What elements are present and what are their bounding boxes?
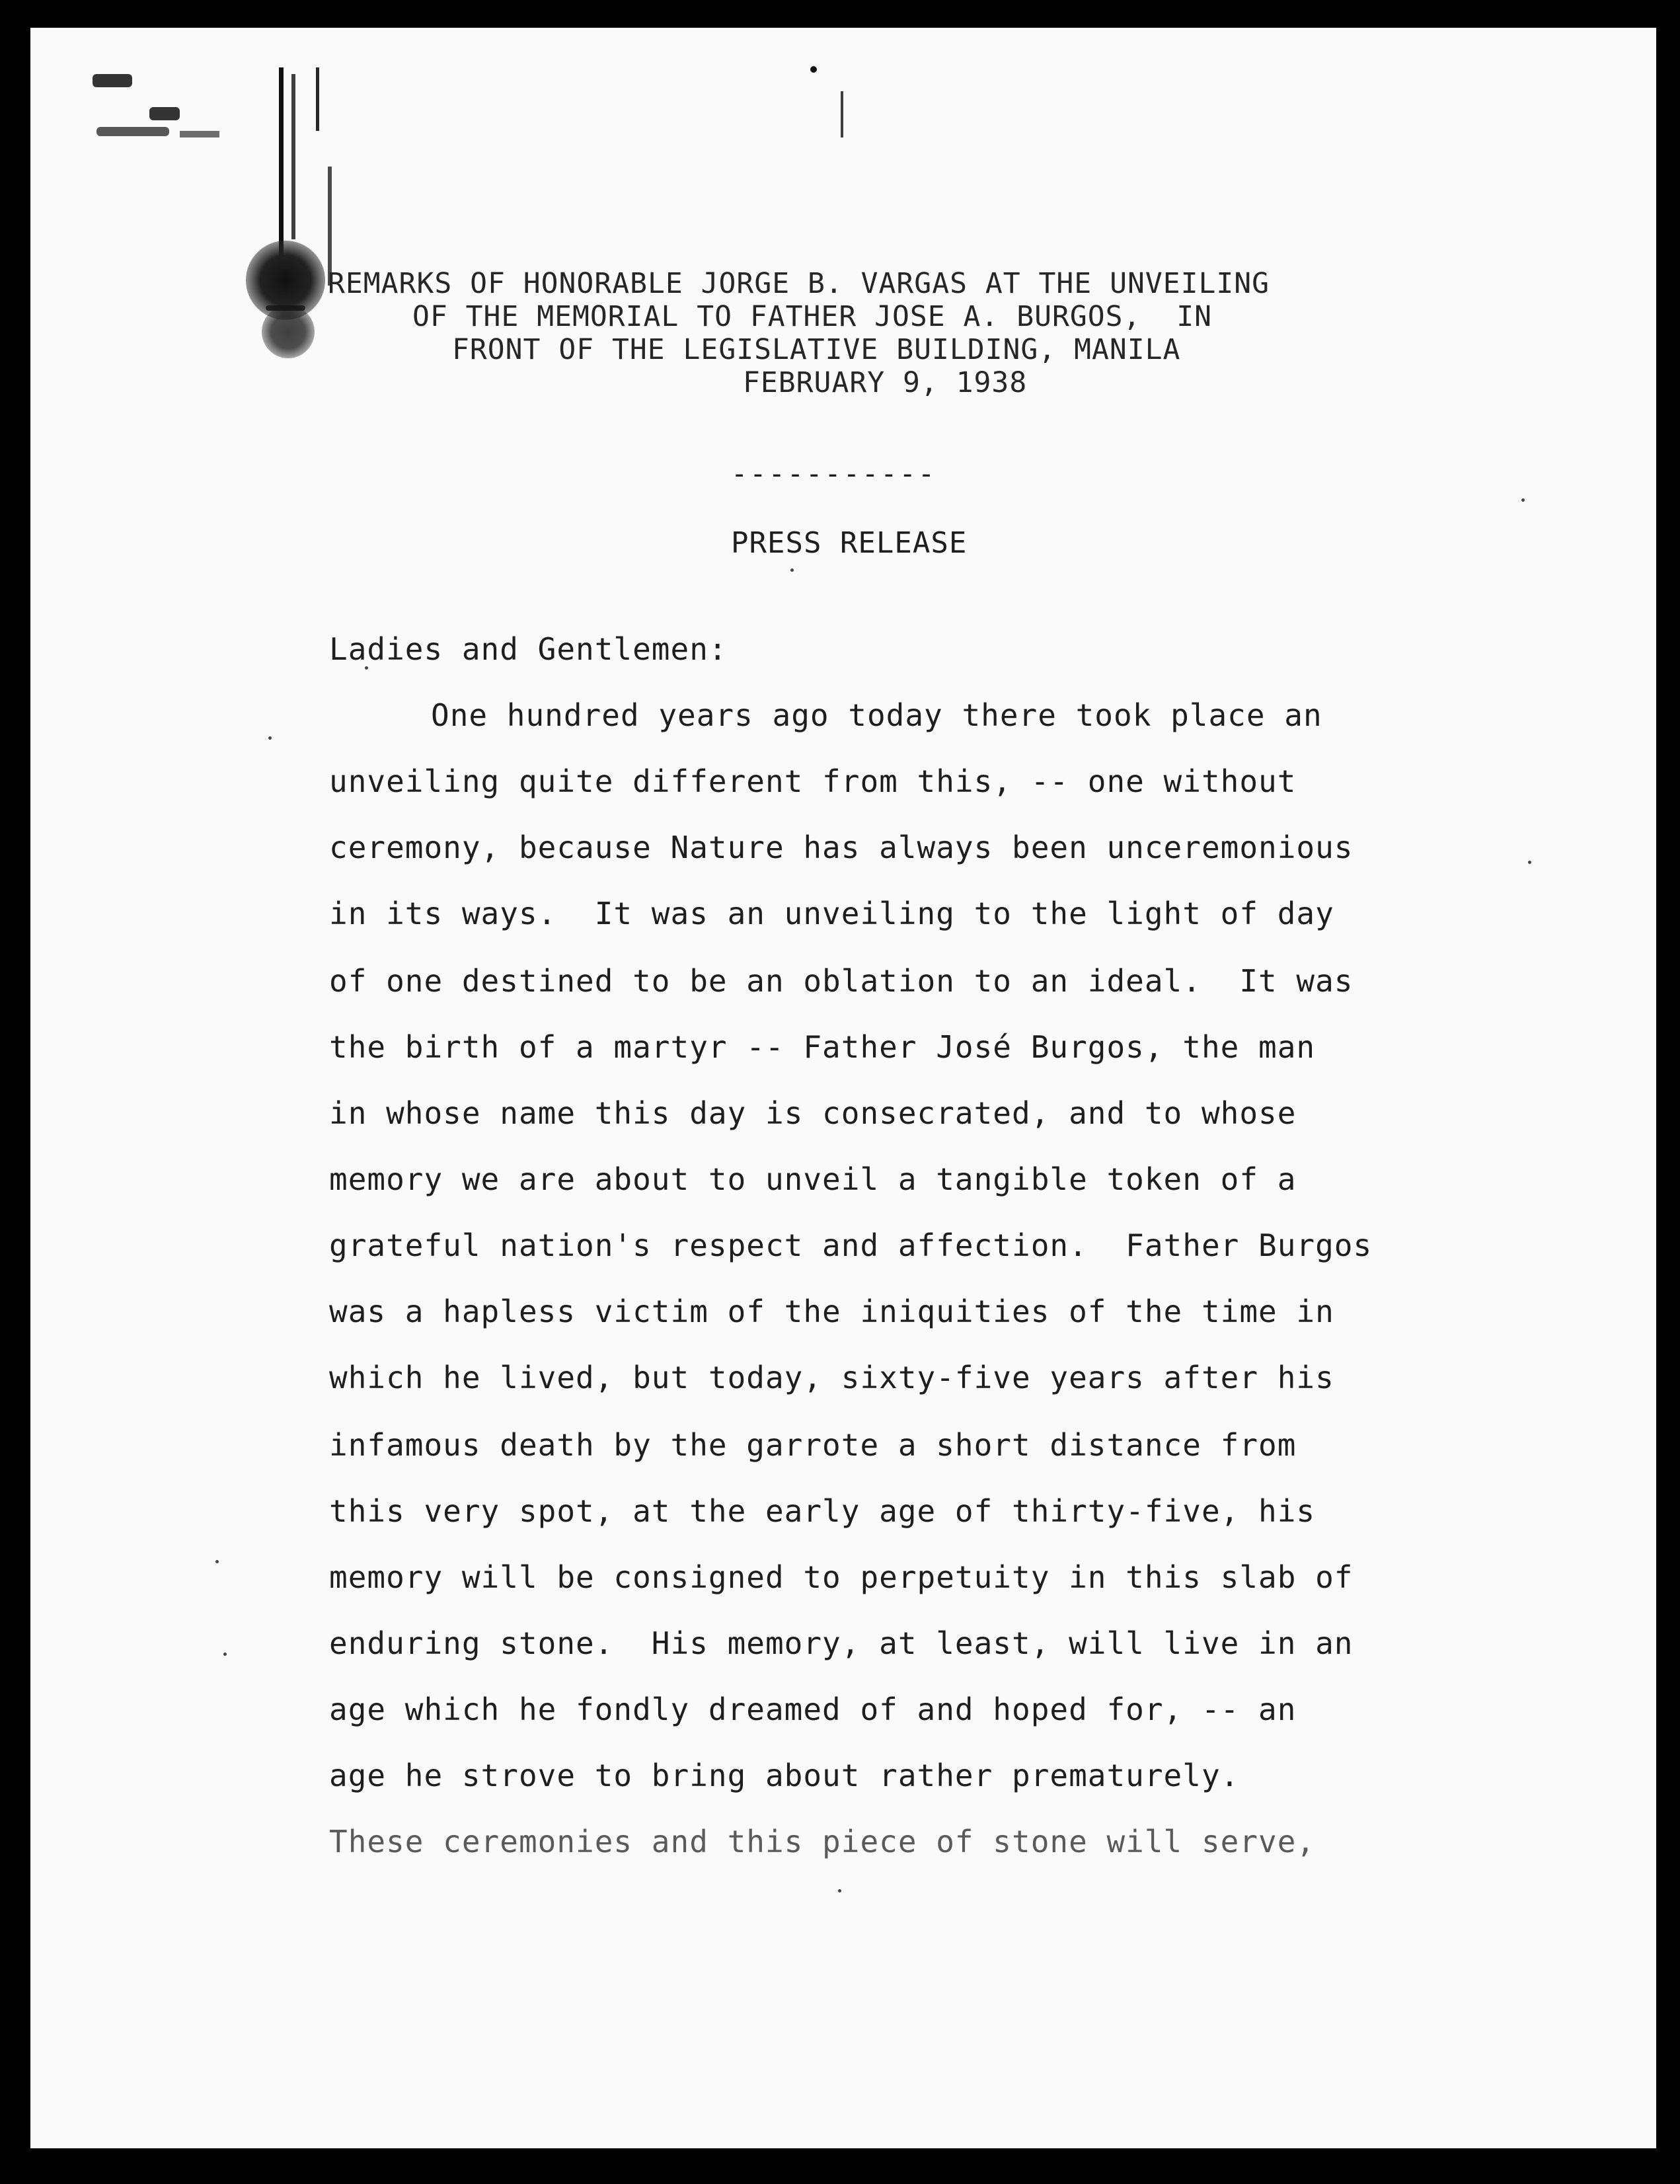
divider-line: ----------- — [731, 457, 937, 490]
body-line: in its ways. It was an unveiling to the light of day — [329, 896, 1334, 931]
body-line: ceremony, because Nature has always been unceremonious — [329, 830, 1354, 865]
body-line: memory we are about to unveil a tangible token of a — [329, 1161, 1297, 1197]
heading-line: FEBRUARY 9, 1938 — [743, 366, 1028, 399]
heading-line: REMARKS OF HONORABLE JORGE B. VARGAS AT THE UNVEILING — [328, 267, 1270, 300]
body-line: this very spot, at the early age of thirty-five, his — [329, 1493, 1316, 1529]
heading-line: OF THE MEMORIAL TO FATHER JOSE A. BURGOS, IN — [412, 300, 1212, 333]
body-line: was a hapless victim of the iniquities of the time in — [329, 1294, 1334, 1329]
body-line: of one destined to be an oblation to an ideal. It was — [329, 963, 1354, 999]
body-line: unveiling quite different from this, -- one without — [329, 763, 1297, 799]
body-line: which he lived, but today, sixty-five years after his — [329, 1360, 1334, 1395]
body-line: age he strove to bring about rather prematurely. — [329, 1758, 1240, 1793]
body-line: These ceremonies and this piece of stone will serve, — [329, 1824, 1316, 1859]
heading-line: FRONT OF THE LEGISLATIVE BUILDING, MANILA — [452, 333, 1181, 366]
body-text — [30, 28, 1656, 2148]
body-line: in whose name this day is consecrated, and to whose — [329, 1095, 1297, 1131]
salutation: Ladies and Gentlemen: — [329, 631, 728, 667]
body-line: enduring stone. His memory, at least, will live in an — [329, 1625, 1354, 1661]
body-line: grateful nation's respect and affection. Father Burgos — [329, 1228, 1373, 1263]
body-line: infamous death by the garrote a short distance from — [329, 1427, 1297, 1463]
body-line: age which he fondly dreamed of and hoped for, -- an — [329, 1692, 1297, 1727]
press-release-label: PRESS RELEASE — [731, 526, 968, 560]
body-line: the birth of a martyr -- Father José Burgos, the man — [329, 1029, 1316, 1065]
document-page — [30, 28, 1656, 2148]
body-line: memory will be consigned to perpetuity in this slab of — [329, 1559, 1354, 1595]
body-line: One hundred years ago today there took place an — [431, 697, 1322, 733]
